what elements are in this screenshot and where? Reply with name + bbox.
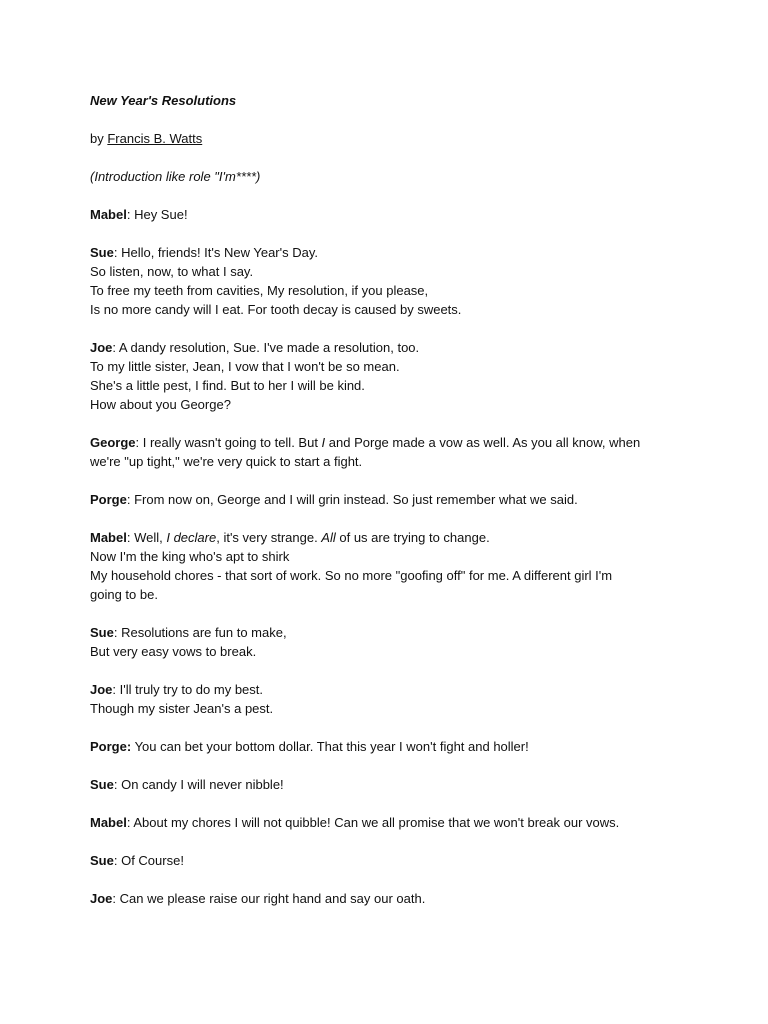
document-page xyxy=(90,91,690,927)
separator: : xyxy=(113,245,122,260)
emphasis-text: I xyxy=(321,435,326,450)
dialogue-text: Of Course! xyxy=(121,853,184,868)
dialogue-text: , it's very strange. xyxy=(216,530,322,545)
dialogue-line: But very easy vows to break. xyxy=(90,644,257,659)
speaker-name: Sue xyxy=(90,853,114,868)
emphasis-text: All xyxy=(321,530,336,545)
dialogue-text: You can bet your bottom dollar. That this year I won't fight and holler! xyxy=(134,739,529,754)
dialogue-text: Hey Sue! xyxy=(134,207,188,222)
speaker-name: George xyxy=(90,435,136,450)
separator: : xyxy=(126,207,135,222)
dialogue-line: Now I'm the king who's apt to shirk xyxy=(90,549,290,564)
dialogue-text: On candy I will never nibble! xyxy=(121,777,284,792)
dialogue-line xyxy=(90,243,690,262)
separator: : xyxy=(113,777,122,792)
speaker-name: Joe xyxy=(90,682,113,697)
dialogue-line: So listen, now, to what I say. xyxy=(90,264,254,279)
dialogue-text: of us are trying to change. xyxy=(335,530,490,545)
dialogue-line xyxy=(90,623,690,642)
dialogue-porge-1 xyxy=(90,490,690,509)
document-title: New Year's Resolutions xyxy=(90,93,237,108)
dialogue-line xyxy=(90,528,690,547)
speaker-name: Porge: xyxy=(90,739,132,754)
dialogue-text: Can we please raise our right hand and say our oath. xyxy=(119,891,426,906)
speaker-name: Joe xyxy=(90,340,113,355)
dialogue-text: From now on, George and I will grin instead. So just remember what we said. xyxy=(134,492,578,507)
separator: : xyxy=(113,853,122,868)
byline xyxy=(90,129,690,148)
dialogue-line: My household chores - that sort of work. So no more "goofing off" for me. A different girl I'm xyxy=(90,568,613,583)
dialogue-text: Well, xyxy=(134,530,167,545)
dialogue-line: To free my teeth from cavities, My resolution, if you please, xyxy=(90,283,429,298)
dialogue-text: Resolutions are fun to make, xyxy=(121,625,287,640)
emphasis-text: I declare xyxy=(166,530,217,545)
dialogue-text: I really wasn't going to tell. But xyxy=(142,435,322,450)
dialogue-text: Hello, friends! It's New Year's Day. xyxy=(121,245,318,260)
speaker-name: Sue xyxy=(90,245,114,260)
dialogue-sue-3 xyxy=(90,775,690,794)
dialogue-text: I'll truly try to do my best. xyxy=(119,682,263,697)
speaker-name: Mabel xyxy=(90,530,127,545)
dialogue-line: we're "up tight," we're very quick to start a fight. xyxy=(90,454,363,469)
speaker-name: Mabel xyxy=(90,815,127,830)
author-link[interactable]: Francis B. Watts xyxy=(107,131,203,146)
dialogue-joe-2 xyxy=(90,680,690,718)
separator: : xyxy=(126,530,135,545)
dialogue-line xyxy=(90,338,690,357)
dialogue-mabel-1 xyxy=(90,205,690,224)
speaker-name: Sue xyxy=(90,625,114,640)
dialogue-line: She's a little pest, I find. But to her I will be kind. xyxy=(90,378,365,393)
stage-direction: (Introduction like role "I'm****) xyxy=(90,169,261,184)
dialogue-line: going to be. xyxy=(90,587,158,602)
separator: : xyxy=(126,815,134,830)
dialogue-joe-1 xyxy=(90,338,690,414)
separator: : xyxy=(113,625,122,640)
speaker-name: Joe xyxy=(90,891,113,906)
dialogue-sue-2 xyxy=(90,623,690,661)
speaker-name: Sue xyxy=(90,777,114,792)
dialogue-sue-4 xyxy=(90,851,690,870)
separator: : xyxy=(126,492,135,507)
dialogue-george-1 xyxy=(90,433,690,471)
dialogue-text: A dandy resolution, Sue. I've made a resolution, too. xyxy=(118,340,420,355)
dialogue-mabel-2 xyxy=(90,528,690,604)
separator: : xyxy=(112,891,120,906)
separator: : xyxy=(135,435,143,450)
separator: : xyxy=(112,340,119,355)
dialogue-sue-1 xyxy=(90,243,690,319)
dialogue-line xyxy=(90,680,690,699)
byline-prefix: by xyxy=(90,131,108,146)
dialogue-line: To my little sister, Jean, I vow that I won't be so mean. xyxy=(90,359,400,374)
dialogue-text: About my chores I will not quibble! Can we all promise that we won't break our vows. xyxy=(133,815,620,830)
dialogue-line: How about you George? xyxy=(90,397,231,412)
dialogue-line: Though my sister Jean's a pest. xyxy=(90,701,274,716)
separator: : xyxy=(112,682,120,697)
speaker-name: Porge xyxy=(90,492,127,507)
dialogue-text: and Porge made a vow as well. As you all know, when xyxy=(325,435,641,450)
dialogue-line: Is no more candy will I eat. For tooth decay is caused by sweets. xyxy=(90,302,462,317)
dialogue-line xyxy=(90,433,690,452)
speaker-name: Mabel xyxy=(90,207,127,222)
dialogue-porge-2 xyxy=(90,737,690,756)
dialogue-mabel-3 xyxy=(90,813,690,832)
dialogue-joe-3 xyxy=(90,889,690,908)
